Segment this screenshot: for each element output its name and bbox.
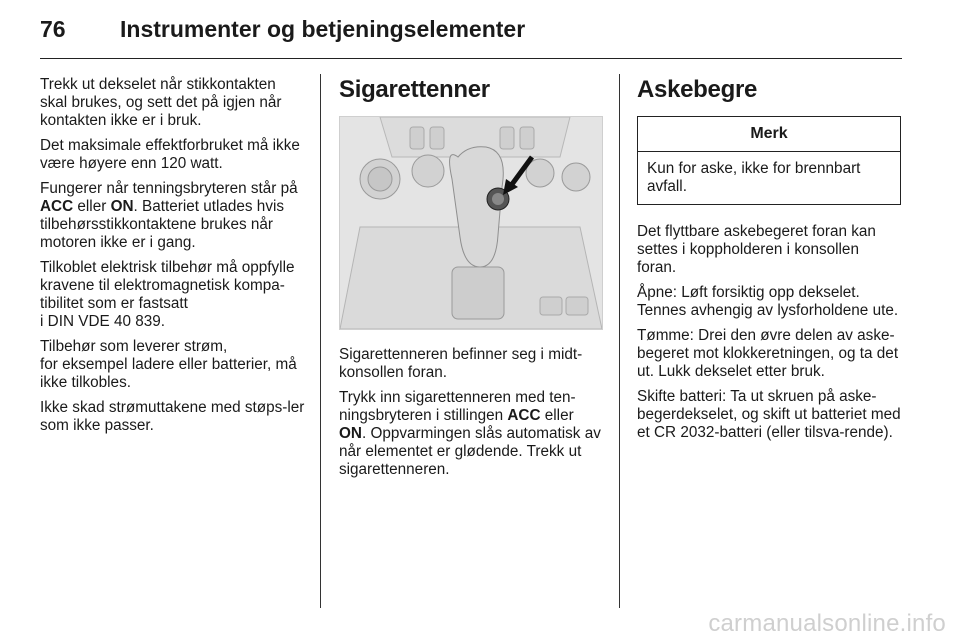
column-right	[637, 76, 902, 449]
paragraph: Tilkoblet elektrisk tilbehør må oppfylle kravene til elektromagnetisk kompa-tibilitet som er fastsatt i DIN VDE 40 839.	[40, 259, 295, 330]
paragraph: Fungerer når tenningsbryteren står på ACC eller ON. Batteriet utlades hvis tilbehørsstikkontaktene brukes når motoren ikke er i gang.	[40, 180, 298, 251]
section-heading-cigarette-lighter: Sigarettenner	[339, 76, 490, 103]
paragraph: Skifte batteri: Ta ut skruen på aske-begerdekselet, og skift ut batteriet med et CR 2032-batteri (eller tilsva-rende).	[637, 388, 901, 441]
on-label: ON	[110, 198, 134, 215]
paragraph: Det maksimale effektforbruket må ikke være høyere enn 120 watt.	[40, 137, 300, 172]
chapter-title: Instrumenter og betjeningselementer	[120, 16, 526, 42]
page-header	[40, 10, 902, 59]
paragraph: Trykk inn sigarettenneren med ten-ningsbryteren i stillingen ACC eller ON. Oppvarmingen slås automatisk av når elementet er glødende. Trekk ut sigarettenneren.	[339, 389, 601, 478]
column-left	[40, 76, 305, 442]
page-number: 76	[40, 16, 66, 42]
note-text: Kun for aske, ikke for brennbart avfall.	[647, 160, 861, 195]
cigarette-lighter-illustration	[339, 116, 603, 330]
acc-label: ACC	[40, 198, 74, 215]
paragraph: Åpne: Løft forsiktig opp dekselet. Tennes avhengig av lysforholdene ute.	[637, 284, 899, 319]
column-divider	[320, 74, 321, 608]
paragraph: Sigarettenneren befinner seg i midt-konsollen foran.	[339, 346, 583, 381]
note-box	[637, 116, 901, 205]
paragraph: Tilbehør som leverer strøm, for eksempel ladere eller batterier, må ikke tilkobles.	[40, 338, 297, 391]
note-title: Merk	[638, 117, 900, 152]
paragraph: Tømme: Drei den øvre delen av aske-begeret mot klokkeretningen, og ta det ut. Lukk dekselet etter bruk.	[637, 327, 899, 380]
acc-label: ACC	[507, 407, 541, 424]
on-label: ON	[339, 425, 362, 442]
section-heading-ashtray: Askebegre	[637, 76, 758, 103]
paragraph: Trekk ut dekselet når stikkontakten skal brukes, og sett det på igjen når kontakten ikke er i bruk.	[40, 76, 282, 129]
column-middle	[339, 76, 601, 486]
column-divider	[619, 74, 620, 608]
paragraph: Ikke skad strømuttakene med støps-ler som ikke passer.	[40, 399, 305, 434]
watermark: carmanualsonline.info	[708, 610, 946, 637]
paragraph: Det flyttbare askebegeret foran kan settes i koppholderen i konsollen foran.	[637, 223, 876, 276]
